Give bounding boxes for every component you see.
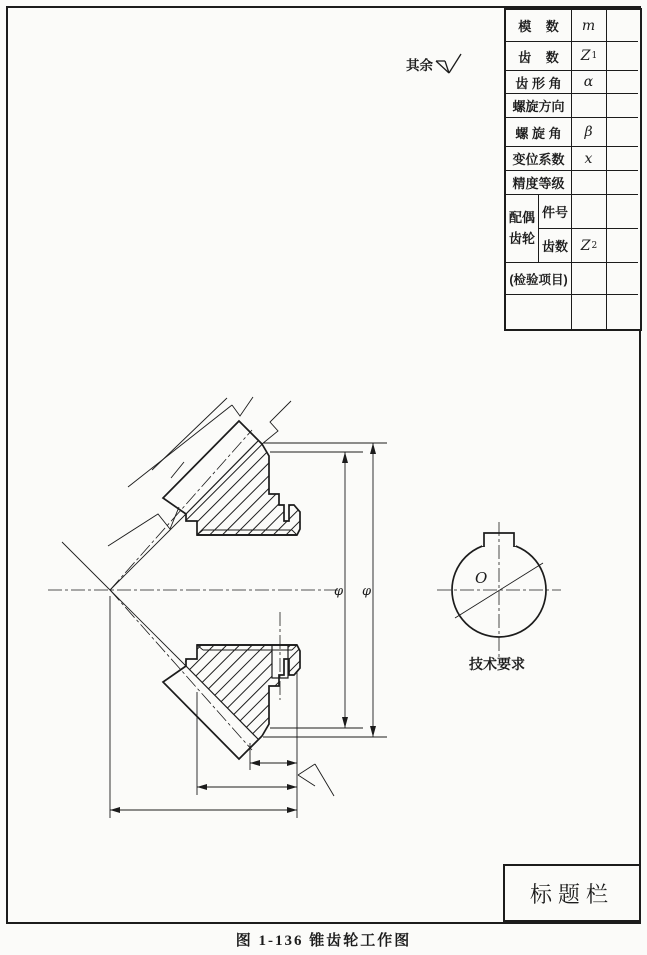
center-point-label: O — [475, 569, 488, 587]
title-block-label: 标题栏 — [529, 881, 614, 907]
general-roughness-label: 其余 — [406, 58, 433, 73]
mating-part-number-symbol — [572, 195, 607, 229]
roughness-symbol-hub-face — [298, 764, 334, 796]
general-roughness-note — [406, 51, 463, 77]
mating-gear-group-label: 配偶 齿轮 — [506, 195, 539, 263]
mating-teeth-value — [607, 229, 638, 263]
empty-row-symbol-cell — [572, 295, 607, 329]
param-row-value — [607, 118, 638, 147]
mating-teeth-label: 齿数 — [539, 229, 572, 263]
param-row-symbol: m — [572, 10, 607, 42]
param-row-symbol — [572, 171, 607, 195]
inspection-items-label: (检验项目) — [506, 263, 572, 295]
param-row-value — [607, 71, 638, 94]
roughness-symbol-pitch-cone — [108, 507, 179, 546]
roughness-check-icon — [433, 51, 463, 77]
param-row-label: 螺 旋 角 — [506, 118, 572, 147]
roughness-symbol-tooth-top — [232, 397, 253, 416]
technical-requirements-note: 技术要求 — [469, 656, 525, 672]
phi-outer-label: φ — [362, 584, 372, 599]
phi-inner-label: φ — [334, 584, 344, 599]
empty-row-label-cell — [506, 295, 572, 329]
gear-parameter-table — [504, 8, 642, 331]
param-row-label: 螺旋方向 — [506, 94, 572, 118]
bevel-gear-section-view — [48, 397, 387, 818]
figure-caption: 图 1-136 锥齿轮工作图 — [235, 933, 412, 949]
empty-row-value-cell — [607, 295, 638, 329]
param-row-label: 变位系数 — [506, 147, 572, 171]
param-row-label: 精度等级 — [506, 171, 572, 195]
param-row-value — [607, 42, 638, 71]
cone-distance-lines — [128, 398, 232, 487]
centerlines — [48, 430, 338, 750]
param-row-value — [607, 147, 638, 171]
param-row-symbol: Z 1 — [572, 42, 607, 71]
mating-part-number-label: 件号 — [539, 195, 572, 229]
param-row-label: 齿 数 — [506, 42, 572, 71]
param-row-value — [607, 171, 638, 195]
mating-part-number-value — [607, 195, 638, 229]
mating-teeth-symbol: Z 2 — [572, 229, 607, 263]
param-row-symbol: x — [572, 147, 607, 171]
param-row-label: 模 数 — [506, 10, 572, 42]
inspection-symbol-cell — [572, 263, 607, 295]
param-row-value — [607, 10, 638, 42]
param-row-symbol — [572, 94, 607, 118]
roughness-symbol-tooth-face — [262, 401, 291, 444]
title-block — [503, 864, 641, 922]
param-row-value — [607, 94, 638, 118]
param-row-symbol: α — [572, 71, 607, 94]
gear-side-view — [437, 522, 561, 672]
inspection-value-cell — [607, 263, 638, 295]
param-row-label: 齿 形 角 — [506, 71, 572, 94]
param-row-symbol: β — [572, 118, 607, 147]
